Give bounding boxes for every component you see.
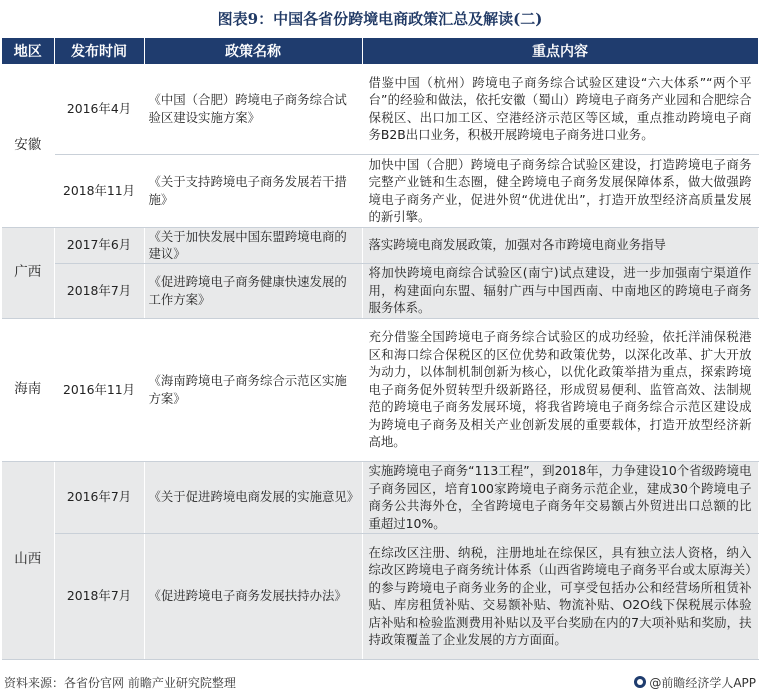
row-policy: 《海南跨境电子商务综合示范区实施方案》 [144,318,362,461]
footer [4,672,756,692]
row-date: 2018年7月 [54,263,144,318]
row-content: 借鉴中国（杭州）跨境电子商务综合试验区建设“六大体系”“两个平台”的经验和做法，依托安徽（蜀山）跨境电子商务产业园和合肥综合保税区、出口加工区、空港经济示范区等区域，重点推动跨境电子商务B2B出口业务，积极开展跨境电子商务进口业务。 [362,64,758,154]
table-row [2,64,758,154]
row-policy: 《关于支持跨境电子商务发展若干措施》 [144,154,362,227]
table-row [2,318,758,461]
region-shanxi: 山西 [2,461,54,659]
row-date: 2016年4月 [54,64,144,154]
region-hainan: 海南 [2,318,54,461]
source-note: 资料来源：各省份官网 前瞻产业研究院整理 [4,675,236,690]
row-content: 将加快跨境电商综合试验区(南宁)试点建设，进一步加强南宁渠道作用，构建面向东盟、辐射广西与中国西南、中南地区的跨境电子商务服务体系。 [362,263,758,318]
region-guangxi: 广西 [2,227,54,318]
row-content: 在综改区注册、纳税，注册地址在综保区，具有独立法人资格，纳入综改区跨境电子商务统计体系（山西省跨境电子商务平台或太原海关）的参与跨境电子商务业务的企业，可享受包括办公和经营场所租赁补贴、库房租赁补贴、交易额补贴、物流补贴、O2O线下保税展示体验店补贴和检验监测费用补贴以及平台奖励在内的7大项补贴和奖励，扶持政策覆盖了企业发展的方方面面。 [362,533,758,659]
brand-text: @前瞻经济学人APP [649,675,756,690]
row-policy: 《促进跨境电子商务发展扶持办法》 [144,533,362,659]
row-content: 充分借鉴全国跨境电子商务综合试验区的成功经验，依托洋浦保税港区和海口综合保税区的区位优势和政策优势，以深化改革、扩大开放为动力，以体制机制创新为核心，以优化政策举措为重点，探索跨境电子商务促外贸转型升级新路径，形成贸易便利、监管高效、法制规范的跨境电子商务发展环境，将我省跨境电子商务综合示范区建设成为跨境电子商务及相关产业创新发展的重要载体，打造开放型经济新高地。 [362,318,758,461]
table-row [2,461,758,533]
header-content: 重点内容 [362,38,758,64]
policy-table [2,38,759,660]
row-content: 实施跨境电子商务“113工程”，到2018年，力争建设10个省级跨境电子商务园区，培育100家跨境电子商务示范企业，建成30个跨境电子商务公共海外仓，全省跨境电子商务年交易额占外贸进出口总额的比重超过10%。 [362,461,758,533]
row-content: 落实跨境电商发展政策，加强对各市跨境电商业务指导 [362,227,758,263]
row-date: 2018年7月 [54,533,144,659]
brand-logo-icon [634,676,646,688]
table-header-row [2,38,758,64]
row-date: 2016年11月 [54,318,144,461]
row-policy: 《关于加快发展中国东盟跨境电商的建议》 [144,227,362,263]
table-row [2,227,758,263]
header-date: 发布时间 [54,38,144,64]
row-policy: 《促进跨境电子商务健康快速发展的工作方案》 [144,263,362,318]
table-row [2,263,758,318]
header-policy: 政策名称 [144,38,362,64]
row-date: 2018年11月 [54,154,144,227]
row-date: 2016年7月 [54,461,144,533]
region-anhui: 安徽 [2,64,54,227]
brand-credit [634,674,756,691]
row-date: 2017年6月 [54,227,144,263]
table-row [2,154,758,227]
figure-title: 图表9：中国各省份跨境电商政策汇总及解读(二) [217,9,543,28]
row-content: 加快中国（合肥）跨境电子商务综合试验区建设，打造跨境电子商务完整产业链和生态圈，健全跨境电子商务发展保障体系，做大做强跨境电子商务产业，促进外贸“优进优出”，打造开放型经济高质量发展的新引擎。 [362,154,758,227]
table-row [2,533,758,659]
header-region: 地区 [2,38,54,64]
row-policy: 《中国（合肥）跨境电子商务综合试验区建设实施方案》 [144,64,362,154]
row-policy: 《关于促进跨境电商发展的实施意见》 [144,461,362,533]
